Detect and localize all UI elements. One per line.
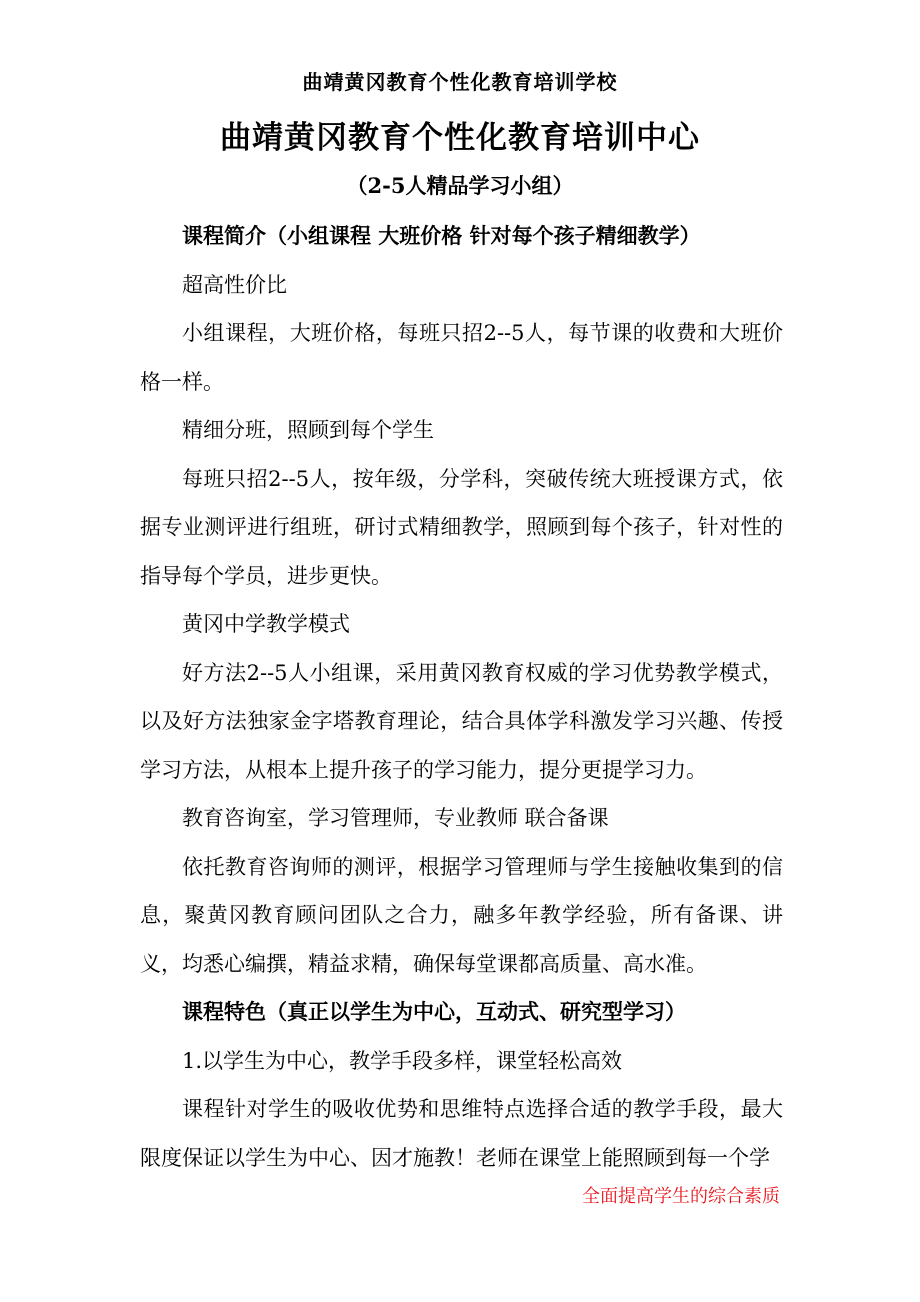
paragraph-lesson-prep: 依托教育咨询师的测评，根据学习管理师与学生接触收集到的信息，聚黄冈教育顾问团队之合力，融多年教学经验，所有备课、讲义，均悉心编撰，精益求精，确保每堂课都高质量、高水准。 (140, 854, 783, 976)
page-subtitle: （2-5人精品学习小组） (346, 173, 574, 198)
page-footer-slogan: 全面提高学生的综合素质 (582, 1186, 780, 1207)
page-title: 曲靖黄冈教育个性化教育培训中心 (220, 120, 700, 156)
section-heading-course-features: 课程特色（真正以学生为中心，互动式、研究型学习） (182, 999, 686, 1024)
subheading-value: 超高性价比 (182, 272, 287, 297)
subheading-teaching-mode: 黄冈中学教学模式 (182, 612, 350, 636)
page-header: 曲靖黄冈教育个性化教育培训学校 (302, 70, 618, 94)
subheading-classes: 精细分班，照顾到每个学生 (182, 418, 434, 442)
paragraph-feature-1: 课程针对学生的吸收优势和思维特点选择合适的教学手段，最大限度保证以学生为中心、因才施教！老师在课堂上能照顾到每一个学 (140, 1097, 783, 1170)
paragraph-classes: 每班只招2--5人，按年级，分学科，突破传统大班授课方式，依据专业测评进行组班，研讨式精细教学，照顾到每个孩子，针对性的指导每个学员，进步更快。 (140, 466, 783, 588)
paragraph-teaching-mode: 好方法2--5人小组课，采用黄冈教育权威的学习优势教学模式，以及好方法独家金字塔教育理论，结合具体学科激发学习兴趣、传授学习方法，从根本上提升孩子的学习能力，提分更提学习力。 (140, 660, 783, 782)
feature-item-1: 1.以学生为中心，教学手段多样，课堂轻松高效 (182, 1048, 623, 1073)
subheading-lesson-prep: 教育咨询室，学习管理师，专业教师 联合备课 (182, 806, 609, 830)
document-body (140, 212, 783, 1182)
paragraph-value: 小组课程，大班价格，每班只招2--5人，每节课的收费和大班价格一样。 (140, 321, 783, 394)
section-heading-course-intro: 课程简介（小组课程 大班价格 针对每个孩子精细教学） (182, 223, 701, 248)
